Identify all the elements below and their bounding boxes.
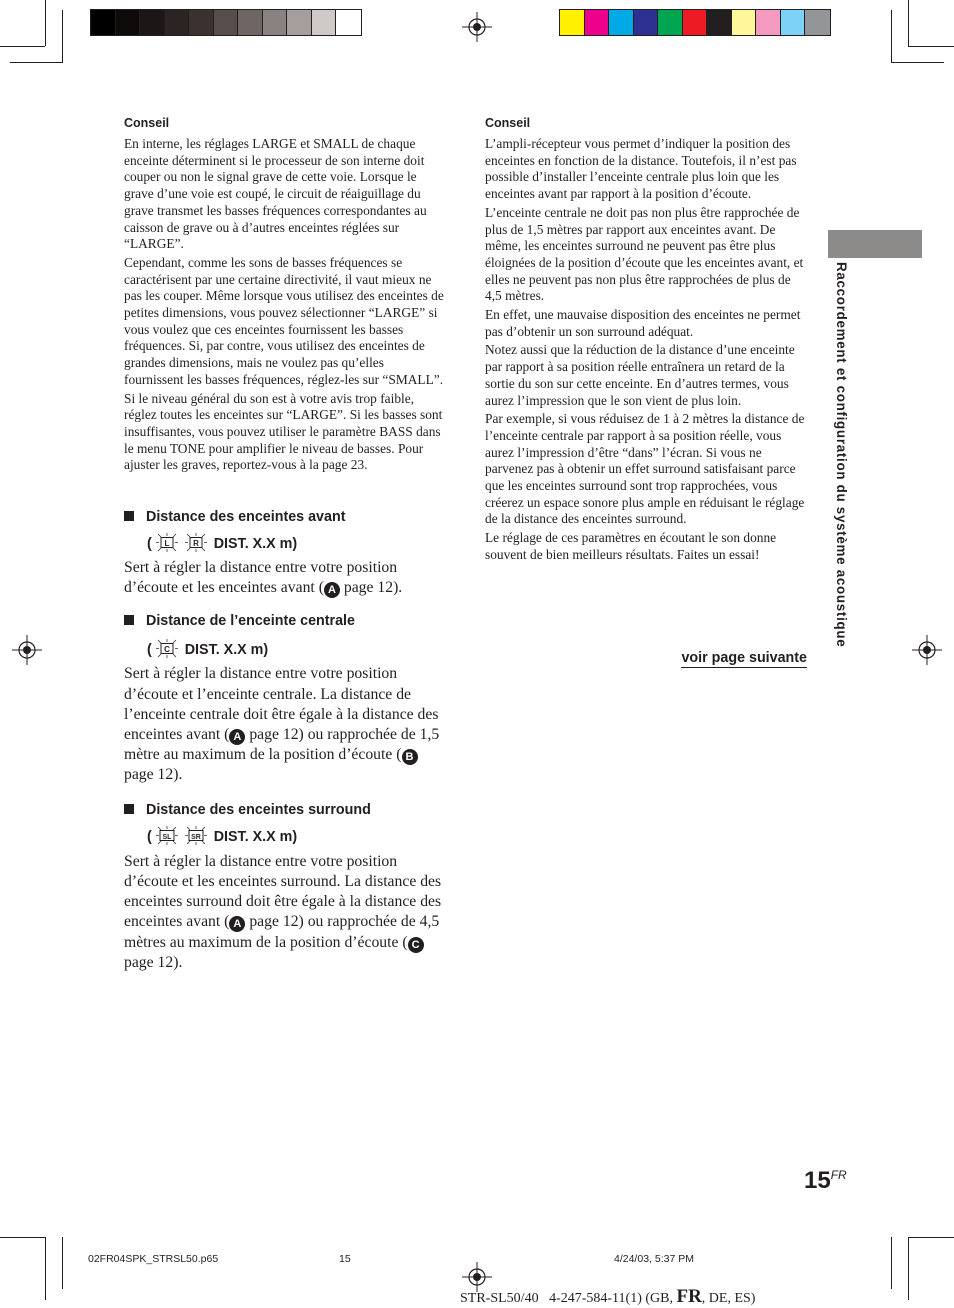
process-color-swatch: [683, 10, 708, 35]
ref-a-icon: A: [229, 916, 245, 932]
crop-mark-tl-v2: [62, 10, 63, 62]
section-center-distance: [124, 611, 446, 785]
section-surround-distance: [124, 800, 446, 973]
speaker-sl-icon: [156, 826, 178, 845]
grayscale-color-bar: [90, 9, 362, 36]
grayscale-swatch: [336, 10, 361, 35]
footer-file-name: 02FR04SPK_STRSL50.p65: [88, 1253, 219, 1265]
svg-text:SL: SL: [162, 833, 172, 841]
crop-mark-tr-h: [908, 46, 954, 47]
setting-line: ( SL SR DIST. X.X m): [124, 826, 446, 847]
setting-line: ( C DIST. X.X m): [124, 639, 446, 660]
conseil-title-right: Conseil: [485, 116, 531, 130]
continue-next-page-link[interactable]: voir page suivante: [681, 650, 807, 666]
conseil-title-left: Conseil: [124, 116, 170, 130]
conseil-paragraph: L’ampli-récepteur vous permet d’indiquer la position des enceintes en fonction de la distance. Toutefois, il n’est pas possible d’installer l’enceinte centrale plus loin que les enceintes avant par rapport à la position d’écoute.: [485, 136, 797, 202]
speaker-sr-icon: [185, 826, 207, 845]
ref-a-icon: A: [229, 729, 245, 745]
crop-mark-br-v2: [891, 1237, 892, 1289]
speaker-l-icon: [156, 533, 178, 552]
crop-mark-br-h: [908, 1237, 954, 1238]
conseil-paragraph: Notez aussi que la réduction de la distance d’une enceinte par rapport à sa position réelle entraînera un retard de la sortie du son sur cette enceinte. En d’autres termes, vous aurez l’impression que le son vient de plus loin.: [485, 342, 795, 408]
crop-mark-br-v: [908, 1237, 909, 1300]
crop-mark-tr-v2: [891, 10, 892, 62]
section-heading: Distance des enceintes avant: [124, 507, 446, 527]
section-body: Sert à régler la distance entre votre position d’écoute et les enceintes avant ( A page 12).: [124, 559, 403, 597]
conseil-paragraph: Si le niveau général du son est à votre avis trop faible, réglez toutes les enceintes sur “LARGE”. Si les basses sont insuffisantes, vous pouvez utiliser le paramètre BASS dans le menu TONE pour amplifier le niveau de basses. Pour ajuster les graves, reportez-vous à la page 23.: [124, 390, 443, 473]
registration-mark-top: [462, 12, 492, 42]
process-color-swatch: [658, 10, 683, 35]
registration-mark-left: [12, 635, 42, 665]
ref-b-icon: B: [402, 749, 418, 765]
crop-mark-tr-v: [908, 0, 909, 46]
right-column: [485, 116, 807, 566]
grayscale-swatch: [189, 10, 214, 35]
footer-model: STR-SL50/40 4-247-584-11(1) (GB, FR, DE, ES): [460, 1286, 756, 1307]
process-color-swatch: [781, 10, 806, 35]
footer-timestamp: 4/24/03, 5:37 PM: [614, 1253, 694, 1265]
grayscale-swatch: [165, 10, 190, 35]
grayscale-swatch: [91, 10, 116, 35]
page-number: $15^{FR}$: [804, 1167, 847, 1194]
section-body: Sert à régler la distance entre votre position d’écoute et les enceintes surround. La distance des enceintes surround doit être égale à la distance des enceintes avant ( A page 12) ou rapprochée de 4,5 mètres au maximum de la position d’écoute ( C page 12).: [124, 852, 442, 971]
grayscale-swatch: [263, 10, 288, 35]
conseil-paragraph: En interne, les réglages LARGE et SMALL de chaque enceinte déterminent si le processeur de son interne doit couper ou non le signal grave de cette voie. Lorsque le grave d’une voie est coupé, le circuit de réaiguillage du grave transmet les basses fréquences correspondantes au caisson de grave ou à d’autres enceintes réglées sur “LARGE”.: [124, 136, 427, 252]
crop-mark-tl-h: [0, 46, 45, 47]
speaker-r-icon: [185, 533, 207, 552]
bullet-square-icon: [124, 511, 134, 521]
grayscale-swatch: [140, 10, 165, 35]
svg-text:L: L: [164, 539, 170, 549]
section-body: Sert à régler la distance entre votre position d’écoute et l’enceinte centrale. La distance de l’enceinte centrale doit être égale à la distance des enceintes avant ( A page 12) ou rapprochée de 1,5 mètre au maximum de la position d’écoute ( B page 12).: [124, 665, 440, 784]
bullet-square-icon: [124, 615, 134, 625]
left-column: [124, 116, 446, 973]
crop-mark-tr-h2: [891, 62, 944, 63]
section-side-title: Raccordement et configuration du système acoustique: [834, 262, 849, 648]
conseil-paragraph: Par exemple, si vous réduisez de 1 à 2 mètres la distance de l’enceinte centrale par rapport à sa position réelle, vous aurez l’impression d’être “dans” l’écran. Si vous ne parvenez pas à obtenir un effet surround satisfaisant parce que les enceintes surround sont trop rapprochées, vous créerez un espace sonore plus ample en réduisant le réglage de la distance des enceintes surround.: [485, 411, 805, 527]
svg-text:SR: SR: [190, 833, 201, 841]
process-color-swatch: [756, 10, 781, 35]
registration-mark-right: [912, 635, 942, 665]
process-color-swatch: [634, 10, 659, 35]
process-color-swatch: [707, 10, 732, 35]
grayscale-swatch: [238, 10, 263, 35]
grayscale-swatch: [287, 10, 312, 35]
bullet-square-icon: [124, 804, 134, 814]
conseil-paragraph: Cependant, comme les sons de basses fréquences se caractérisent par une certaine directivité, il vaut mieux ne pas les couper. Même lorsque vous utilisez des enceintes de petites dimensions, vous pouvez sélectionner “LARGE” si vous voulez que ces enceintes fournissent les basses fréquences. Si, par contre, vous utilisez des enceintes de grandes dimensions, mais ne voulez pas qu’elles fournissent les basses fréquences, réglez-les sur “SMALL”.: [124, 254, 444, 387]
ref-c-icon: C: [408, 937, 424, 953]
section-front-distance: [124, 507, 446, 598]
speaker-c-icon: [156, 639, 178, 658]
section-heading: Distance des enceintes surround: [124, 800, 446, 820]
svg-text:C: C: [163, 645, 170, 655]
process-color-swatch: [732, 10, 757, 35]
page-number-suffix: FR: [830, 1168, 847, 1182]
section-heading: Distance de l’enceinte centrale: [124, 611, 446, 631]
crop-mark-bl-v: [45, 1237, 46, 1300]
setting-line: ( L R DIST. X.X m): [124, 533, 446, 554]
process-color-swatch: [805, 10, 830, 35]
crop-mark-tl-h2: [10, 62, 63, 63]
grayscale-swatch: [214, 10, 239, 35]
conseil-paragraph: Le réglage de ces paramètres en écoutant le son donne souvent de bien meilleurs résultats. Faites un essai!: [485, 530, 777, 562]
process-color-swatch: [585, 10, 610, 35]
crop-mark-bl-v2: [62, 1237, 63, 1289]
svg-text:R: R: [192, 539, 199, 549]
grayscale-swatch: [116, 10, 141, 35]
process-color-bar: [559, 9, 831, 36]
process-color-swatch: [609, 10, 634, 35]
grayscale-swatch: [312, 10, 337, 35]
footer-page: 15: [339, 1253, 351, 1265]
section-side-tab: [828, 230, 922, 258]
conseil-paragraph: En effet, une mauvaise disposition des enceintes ne permet pas d’obtenir un son surround adéquat.: [485, 307, 801, 339]
ref-a-icon: A: [324, 582, 340, 598]
crop-mark-bl-h: [0, 1237, 45, 1238]
conseil-paragraph: L’enceinte centrale ne doit pas non plus être rapprochée de plus de 1,5 mètres par rapport aux enceintes avant. De même, les enceintes surround ne peuvent pas être plus éloignées de la position d’écoute que les enceintes avant, et elles ne peuvent pas non plus être rapprochées de plus de 4,5 mètres.: [485, 204, 804, 304]
crop-mark-tl-v: [45, 0, 46, 46]
process-color-swatch: [560, 10, 585, 35]
